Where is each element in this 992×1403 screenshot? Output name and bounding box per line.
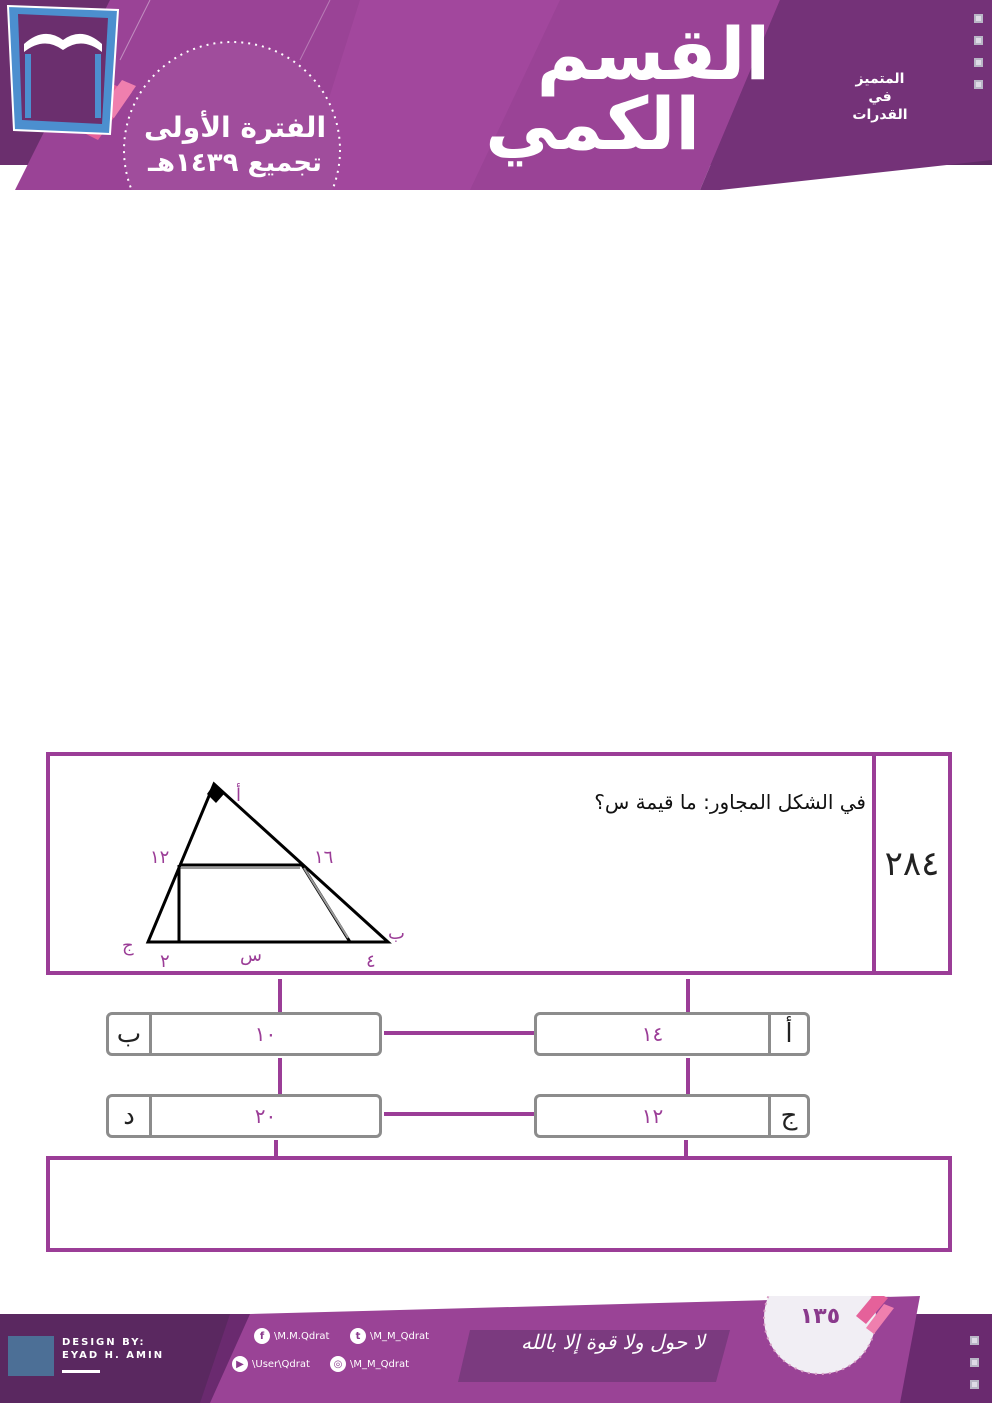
page-header bbox=[0, 0, 992, 190]
question-number: ٢٨٤ bbox=[884, 843, 940, 884]
option-b-letter: ب bbox=[109, 1015, 152, 1053]
connector-line bbox=[384, 1112, 534, 1116]
connector-line bbox=[278, 1058, 282, 1096]
option-a-letter: أ bbox=[768, 1015, 807, 1053]
decor-square bbox=[970, 1358, 979, 1367]
label-vertex-right: ب bbox=[388, 923, 405, 944]
twitter-icon: t bbox=[350, 1328, 366, 1344]
triangle-figure bbox=[70, 770, 430, 975]
logo-text-line3: القدرات bbox=[852, 107, 908, 123]
youtube-handle: \User\Qdrat bbox=[252, 1358, 310, 1370]
twitter-link[interactable] bbox=[350, 1328, 429, 1344]
slanted-segment-shadow bbox=[304, 868, 348, 938]
logo-text bbox=[835, 70, 925, 124]
instagram-icon: ◎ bbox=[330, 1356, 346, 1372]
connector-line bbox=[686, 979, 690, 1013]
option-a-value: ١٤ bbox=[641, 1022, 664, 1046]
option-c[interactable] bbox=[534, 1094, 810, 1138]
option-c-value: ١٢ bbox=[641, 1104, 664, 1128]
label-right-length: ١٦ bbox=[314, 847, 334, 868]
logo-text-line2: في bbox=[868, 89, 892, 105]
right-angle-marker bbox=[207, 784, 224, 803]
option-d-value: ٢٠ bbox=[254, 1104, 277, 1128]
connector-line bbox=[384, 1031, 534, 1035]
label-vertex-left: ج bbox=[122, 935, 134, 956]
twitter-handle: \M_M_Qdrat bbox=[370, 1330, 430, 1342]
connector-line bbox=[278, 979, 282, 1013]
decor-square bbox=[974, 80, 983, 89]
option-b-value: ١٠ bbox=[254, 1022, 277, 1046]
answer-box bbox=[46, 1156, 952, 1252]
facebook-link[interactable] bbox=[254, 1328, 329, 1344]
option-d[interactable] bbox=[106, 1094, 382, 1138]
header-title-line2: الكمي bbox=[485, 82, 700, 166]
option-b[interactable] bbox=[106, 1012, 382, 1056]
calligraphy-text: لا حول ولا قوة إلا بالله bbox=[521, 1330, 705, 1354]
open-book-icon bbox=[0, 0, 126, 140]
label-segment-2: ٢ bbox=[160, 951, 170, 972]
collection-year-label: تجميع ١٤٣٩هـ bbox=[148, 148, 322, 178]
youtube-link[interactable] bbox=[232, 1356, 310, 1372]
facebook-icon: f bbox=[254, 1328, 270, 1344]
question-number-cell bbox=[872, 756, 948, 971]
question-text: في الشكل المجاور: ما قيمة س؟ bbox=[594, 790, 866, 814]
logo-text-line1: المتميز bbox=[855, 71, 905, 87]
label-left-length: ١٢ bbox=[150, 847, 170, 868]
period-label: الفترة الأولى bbox=[143, 111, 327, 144]
youtube-icon: ▶ bbox=[232, 1356, 248, 1372]
facebook-handle: \M.M.Qdrat bbox=[274, 1330, 330, 1342]
decor-square bbox=[974, 14, 983, 23]
outer-triangle bbox=[148, 784, 388, 942]
design-credit bbox=[62, 1336, 164, 1362]
connector-line bbox=[686, 1058, 690, 1096]
decor-square bbox=[974, 58, 983, 67]
instagram-link[interactable] bbox=[330, 1356, 409, 1372]
label-segment-4: ٤ bbox=[366, 951, 376, 972]
label-vertex-top: أ bbox=[236, 785, 242, 806]
instagram-handle: \M_M_Qdrat bbox=[350, 1358, 410, 1370]
page-number: ١٣٥ bbox=[799, 1304, 841, 1329]
option-a[interactable] bbox=[534, 1012, 810, 1056]
decor-square bbox=[970, 1380, 979, 1389]
option-c-letter: ج bbox=[768, 1097, 807, 1135]
label-segment-x: س bbox=[240, 945, 262, 966]
option-d-letter: د bbox=[109, 1097, 152, 1135]
design-by-label: DESIGN BY: bbox=[62, 1337, 146, 1348]
decor-square bbox=[974, 36, 983, 45]
header-title-line1: القسم bbox=[536, 12, 770, 96]
designer-name: EYAD H. AMIN bbox=[62, 1350, 165, 1361]
page-footer bbox=[0, 1296, 992, 1403]
decor-square bbox=[970, 1336, 979, 1345]
